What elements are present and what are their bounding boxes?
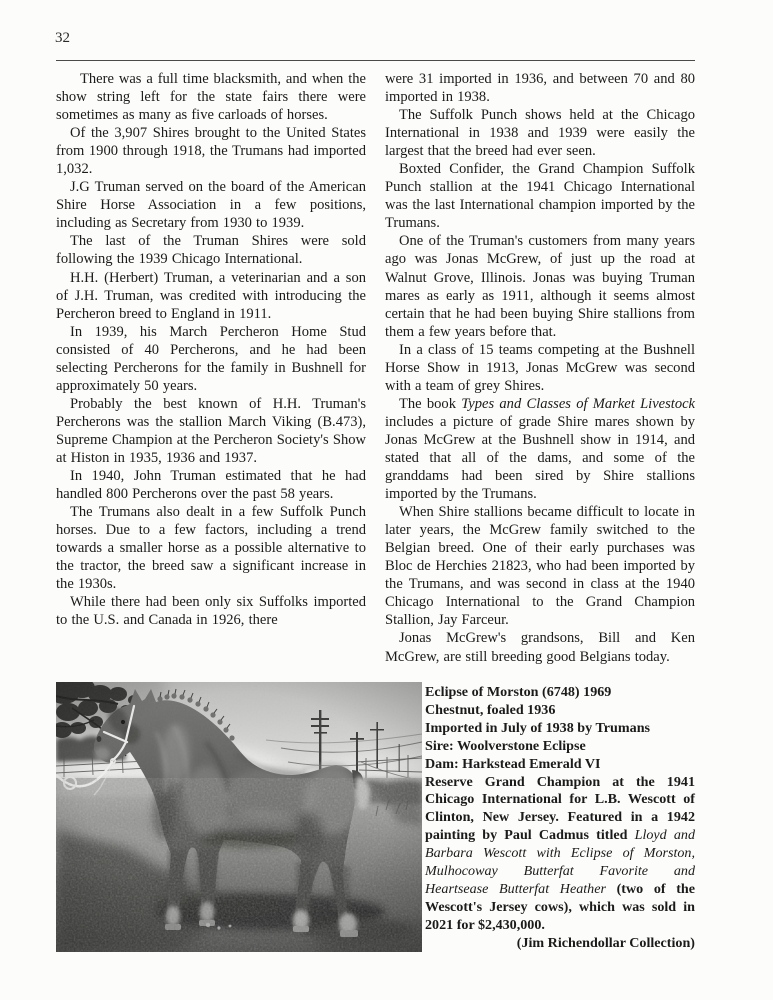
caption-line: Imported in July of 1938 by Trumans: [425, 719, 651, 736]
paragraph: When Shire stallions became difficult to locate in later years, the McGrew family switched to the Belgian breed. One of their early purchases was Bloc de Herchies 21823, who had been imported by the Trumans, and was second in class at the 1940 Chicago International to the Grand Champion Stallion, Jay Farceur.: [385, 504, 695, 629]
text-run: (two of the Wescott's Jersey cows), which was sold in 2021 for $2,430,000.: [425, 880, 695, 933]
paragraph: In a class of 15 teams competing at the Bushnell Horse Show in 1913, Jonas McGrew was second with a team of grey Shires.: [385, 341, 695, 394]
caption-line: Dam: Harkstead Emerald VI: [425, 755, 601, 772]
caption-line: Sire: Woolverstone Eclipse: [425, 737, 586, 754]
book-title-italic: Types and Classes of Market Livestock: [461, 395, 696, 412]
text-run: Reserve Grand Champion at the 1941 Chicago International for L.B. Wescott of Clinton, New Jersey. Featured in a 1942 painting by Paul Cadmus titled: [425, 773, 695, 844]
header-rule: [56, 60, 695, 61]
paragraph: In 1940, John Truman estimated that he had handled 800 Percherons over the past 58 years.: [56, 468, 366, 503]
paragraph: J.G Truman served on the board of the American Shire Horse Association in a few positions, including as Secretary from 1930 to 1939.: [56, 179, 366, 232]
paragraph: H.H. (Herbert) Truman, a veterinarian and a son of J.H. Truman, was credited with introducing the Percheron breed to England in 1911.: [56, 269, 366, 322]
paragraph: One of the Truman's customers from many years ago was Jonas McGrew, of just up the road at Walnut Grove, Illinois. Jonas was buying Truman mares as early as 1911, although it seems almost certain that he had been buying Shire stallions from them a few years before that.: [385, 233, 695, 340]
text-run: includes a picture of grade Shire mares shown by Jonas McGrew at the Bushnell show in 1914, and stated that all of the dams, and some of the granddams had been sired by Shire stallions imported by the Trumans.: [385, 413, 695, 503]
horse-photo-illustration: [56, 682, 422, 952]
caption-line: Chestnut, foaled 1936: [425, 701, 556, 718]
paragraph: While there had been only six Suffolks imported to the U.S. and Canada in 1926, there: [56, 594, 366, 629]
page-number: 32: [55, 30, 70, 46]
paragraph: Boxted Confider, the Grand Champion Suffolk Punch stallion at the 1941 Chicago International was the last International champion imported by the Trumans.: [385, 161, 695, 232]
paragraph: There was a full time blacksmith, and when the show string left for the state fairs there were sometimes as many as five carloads of horses.: [56, 71, 366, 124]
right-column: [385, 70, 695, 666]
left-column: [56, 70, 366, 666]
caption-credit: (Jim Richendollar Collection): [516, 934, 695, 951]
paragraph: In 1939, his March Percheron Home Stud consisted of 40 Percherons, and he had been selecting Percherons for the family in Bushnell for approximately 50 years.: [56, 323, 366, 394]
paragraph: The last of the Truman Shires were sold following the 1939 Chicago International.: [56, 233, 366, 268]
paragraph: were 31 imported in 1936, and between 70 and 80 imported in 1938.: [385, 71, 695, 106]
paragraph: Of the 3,907 Shires brought to the United States from 1900 through 1918, the Trumans had imported 1,032.: [56, 125, 366, 178]
text-run: The book: [399, 395, 462, 412]
photo-caption: [425, 684, 695, 953]
paragraph: The Suffolk Punch shows held at the Chicago International in 1938 and 1939 were easily the largest that the breed had ever seen.: [385, 107, 695, 160]
paragraph: Probably the best known of H.H. Truman's Percherons was the stallion March Viking (B.473), Supreme Champion at the Percheron Society's Show at Histon in 1935, 1936 and 1937.: [56, 395, 366, 466]
horse-photo: [56, 682, 422, 952]
painting-title-italic: Lloyd and Barbara Wescott with Eclipse of Morston, Mulhocoway Butterfat Favorite and Heartsease Butterfat Heather: [425, 827, 695, 897]
caption-body: [425, 774, 695, 935]
caption-title: Eclipse of Morston (6748) 1969: [425, 684, 612, 700]
paragraph-with-book-title: [385, 395, 695, 503]
text-columns: [56, 70, 695, 666]
paragraph: The Trumans also dealt in a few Suffolk Punch horses. Due to a few factors, including a trend towards a smaller horse as a possible alternative to the tractor, the breed saw a significant increase in the 1930s.: [56, 504, 366, 593]
paragraph: Jonas McGrew's grandsons, Bill and Ken McGrew, are still breeding good Belgians today.: [385, 630, 695, 665]
